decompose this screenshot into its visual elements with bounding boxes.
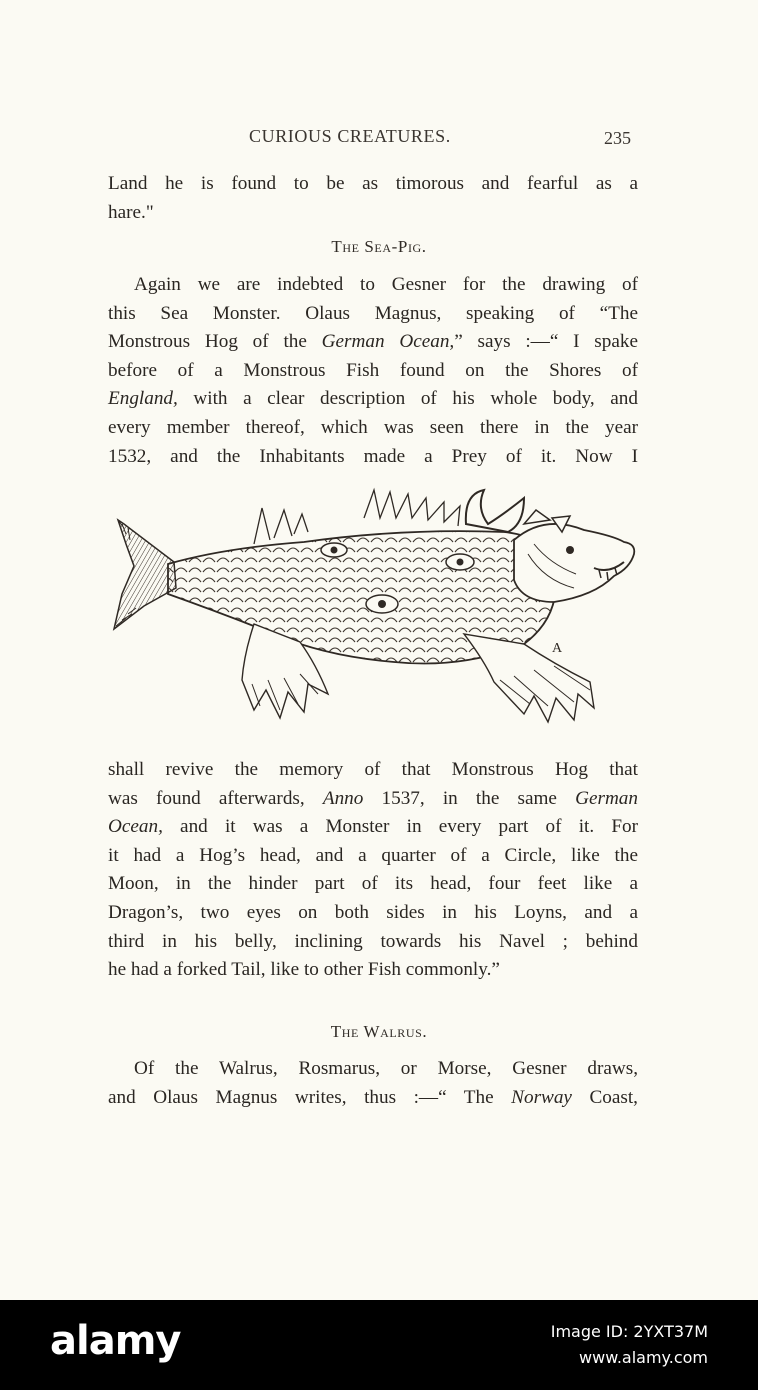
sea-pig-paragraph	[108, 271, 638, 471]
section-heading-walrus: The Walrus.	[330, 1022, 428, 1041]
text-line: Again we are indebted to Gesner for the drawing of	[134, 274, 638, 295]
italic-text: Norway	[511, 1086, 572, 1108]
text-line: this Sea Monster. Olaus Magnus, speaking of “The	[108, 302, 638, 324]
crescent	[466, 490, 524, 532]
text-line: before of a Monstrous Fish found on the Shores of	[108, 359, 638, 381]
brand-logo: alamy	[50, 1318, 181, 1364]
text-line	[108, 813, 638, 842]
italic-text: German Ocean,	[321, 331, 455, 353]
italic-text: German	[575, 787, 638, 809]
text-line: every member thereof, which was seen there in the year	[108, 416, 638, 438]
text-line: Dragon’s, two eyes on both sides in his Loyns, and a	[108, 901, 638, 923]
text-run: with a clear description of his whole body, and	[177, 388, 638, 410]
italic-text: England,	[108, 388, 178, 410]
italic-text: Anno	[322, 787, 364, 809]
text-line: he had a forked Tail, like to other Fish commonly.”	[108, 959, 500, 981]
walrus-paragraph	[108, 1055, 638, 1112]
tail	[114, 520, 176, 629]
text-line: Moon, in the hinder part of its head, four feet like a	[108, 873, 638, 895]
text-line	[108, 328, 638, 357]
monogram: A	[552, 641, 563, 656]
text-line	[108, 1084, 638, 1113]
text-line: hare."	[108, 201, 154, 223]
image-id: Image ID: 2YXT37M	[550, 1322, 708, 1341]
running-title: CURIOUS CREATURES.	[249, 126, 451, 146]
section-heading-sea-pig: The Sea-Pig.	[331, 237, 427, 256]
text-run: Coast,	[571, 1086, 638, 1108]
sea-pig-illustration	[104, 484, 644, 734]
hog-head	[514, 510, 634, 602]
text-line: it had a Hog’s head, and a quarter of a Circle, like the	[108, 844, 638, 866]
text-line	[108, 385, 638, 414]
text-run: 1537, in the same	[363, 787, 576, 809]
text-line	[108, 785, 638, 814]
continuation-paragraph	[108, 756, 638, 985]
text-line: third in his belly, inclining towards his Navel ; behind	[108, 930, 638, 952]
text-run: and it was a Monster in every part of it. For	[162, 816, 638, 838]
text-line: Of the Walrus, Rosmarus, or Morse, Gesner draws,	[134, 1058, 638, 1079]
text-line: 1532, and the Inhabitants made a Prey of it. Now I	[108, 445, 638, 467]
watermark-footer	[0, 1300, 758, 1390]
text-run: and Olaus Magnus writes, thus :—“ The	[108, 1086, 512, 1108]
page-number: 235	[604, 128, 631, 148]
front-foot	[464, 634, 594, 722]
text-run: was found afterwards,	[108, 787, 323, 809]
italic-text: Ocean,	[108, 816, 163, 838]
intro-paragraph	[108, 170, 638, 227]
text-line: Land he is found to be as timorous and fearful as a	[108, 173, 638, 194]
text-run: ” says :—“ I spake	[454, 331, 638, 353]
text-run: Monstrous Hog of the	[108, 331, 322, 353]
text-line: shall revive the memory of that Monstrous Hog that	[108, 759, 638, 780]
running-head	[0, 126, 758, 154]
site-url: www.alamy.com	[579, 1348, 708, 1367]
